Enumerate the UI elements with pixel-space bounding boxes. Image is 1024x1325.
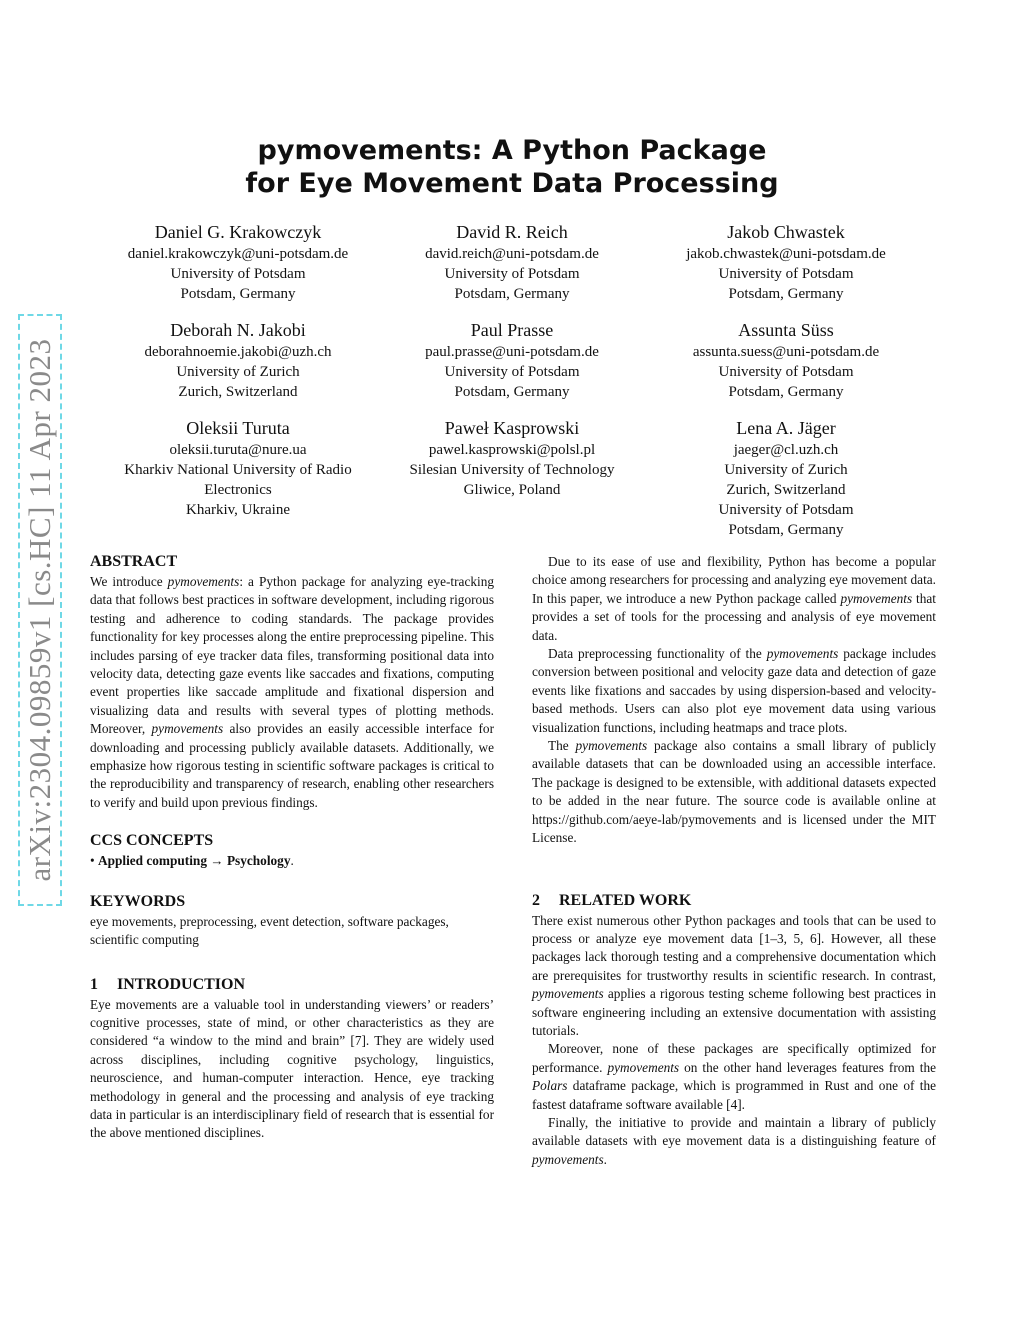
author-affiliation: University of Zurich bbox=[176, 364, 300, 380]
author-name: Jakob Chwastek bbox=[727, 222, 845, 242]
title-line-2: for Eye Movement Data Processing bbox=[245, 168, 779, 199]
author-card bbox=[362, 220, 662, 304]
author-card bbox=[362, 318, 662, 402]
author-email: daniel.krakowczyk@uni-potsdam.de bbox=[127, 246, 349, 262]
author-name: Daniel G. Krakowczyk bbox=[154, 222, 322, 242]
author-affiliation: University of Zurich bbox=[724, 462, 848, 478]
author-affiliation: Kharkiv National University of Radio bbox=[124, 462, 352, 478]
author-location: Potsdam, Germany bbox=[454, 286, 570, 302]
ccs-concepts: • Applied computing → Psychology. bbox=[90, 853, 294, 869]
related-paragraph-2: Moreover, none of these packages are specifically optimized for performance. pymovements on the other hand leverages features from the Polars dataframe package, which is programmed in Rust and one of the fastest dataframe software available [4]. bbox=[532, 1041, 936, 1112]
keywords-heading: KEYWORDS bbox=[90, 892, 186, 910]
author-card bbox=[88, 220, 388, 304]
author-location: Potsdam, Germany bbox=[728, 522, 844, 538]
left-column bbox=[90, 551, 494, 1143]
author-affiliation: University of Potsdam bbox=[170, 266, 306, 282]
abstract-text: We introduce pymovements: a Python package for analyzing eye-tracking data that follows best practices in software development, including rigorous testing and adherence to coding standards. The package provides functionality for key processes along the entire preprocessing pipeline. This includes parsing of eye tracker data files, transforming positional data into velocity data, detecting gaze events like saccades and fixations, computing event properties like saccade amplitude and fixational dispersion and visualizing data and results with several types of plotting methods. Moreover, pymovements also provides an easily accessible interface for downloading and processing publicly available datasets. Additionally, we emphasize how rigorous testing in scientific software packages is critical to the reproducibility and transparency of research, enabling other researchers to verify and build upon previous findings. bbox=[90, 574, 494, 810]
author-card bbox=[636, 220, 936, 304]
author-name: Paweł Kasprowski bbox=[444, 418, 580, 438]
keywords-text: eye movements, preprocessing, event detection, software packages, scientific computing bbox=[90, 913, 449, 948]
abstract-heading: ABSTRACT bbox=[90, 553, 178, 570]
author-email: david.reich@uni-potsdam.de bbox=[425, 246, 599, 262]
intro-paragraph-4: The pymovements package also contains a small library of publicly available datasets that can be downloaded using an accessible interface. The package is designed to be extensible, with additional datasets expected to be added in the near future. The source code is available online at https://github.com/aeye-lab/pymovements and is licensed under the MIT License. bbox=[532, 738, 937, 846]
author-name: Assunta Süss bbox=[738, 320, 834, 340]
author-location: Potsdam, Germany bbox=[180, 286, 296, 302]
title-line-1: pymovements: A Python Package bbox=[257, 135, 767, 166]
author-affiliation: University of Potsdam bbox=[444, 266, 580, 282]
author-email: jakob.chwastek@uni-potsdam.de bbox=[686, 246, 886, 262]
author-card bbox=[362, 416, 662, 500]
author-location: Zurich, Switzerland bbox=[726, 482, 846, 498]
author-card bbox=[88, 416, 388, 520]
author-location: Potsdam, Germany bbox=[454, 384, 570, 400]
section-2-heading: 2 RELATED WORK bbox=[532, 891, 692, 909]
author-name: Lena A. Jäger bbox=[736, 418, 836, 438]
arxiv-identifier: arXiv:2304.09859v1 [cs.HC] 11 Apr 2023 bbox=[22, 338, 57, 882]
author-affiliation: University of Potsdam bbox=[718, 502, 854, 518]
author-location: Potsdam, Germany bbox=[728, 286, 844, 302]
author-name: David R. Reich bbox=[456, 222, 568, 242]
author-affiliation: Silesian University of Technology bbox=[409, 462, 615, 478]
author-location: Kharkiv, Ukraine bbox=[186, 502, 290, 518]
author-card bbox=[636, 416, 936, 540]
ccs-heading: CCS CONCEPTS bbox=[90, 832, 214, 850]
author-affiliation: University of Potsdam bbox=[718, 364, 854, 380]
author-email: paul.prasse@uni-potsdam.de bbox=[425, 344, 599, 360]
author-email: jaeger@cl.uzh.ch bbox=[733, 442, 839, 458]
author-email: assunta.suess@uni-potsdam.de bbox=[692, 344, 880, 360]
intro-paragraph-1: Eye movements are a valuable tool in understanding viewers’ or readers’ cognitive processes, state of mind, or other characteristics as they are considered “a window to the mind and brain” [7]. They are widely used across disciplines, including cognitive psychology, linguistics, neuroscience, and human-computer interaction. Hence, eye tracking methodology in general and the processing and analysis of eye tracking data in particular is an interdisciplinary field of research that is essential for the above mentioned disciplines. bbox=[90, 996, 494, 1141]
related-paragraph-3: Finally, the initiative to provide and maintain a library of publicly available datasets with eye movement data is a distinguishing feature of pymovements. bbox=[532, 1114, 936, 1167]
author-location: Potsdam, Germany bbox=[728, 384, 844, 400]
author-affiliation: University of Potsdam bbox=[444, 364, 580, 380]
intro-paragraph-2: Due to its ease of use and flexibility, Python has become a popular choice among researchers for processing and analyzing eye movement data. In this paper, we introduce a new Python package called pymovements that provides a set of tools for the processing and analysis of eye movement data. bbox=[532, 554, 936, 643]
paper-title bbox=[0, 134, 1024, 200]
related-paragraph-1: There exist numerous other Python packages and tools that can be used to process or analyze eye movement data [1–3, 5, 6]. However, all these packages lack thorough testing and a comprehensive documentation which are prerequisites for trustworthy results in scientific research. In contrast, pymovements applies a rigorous testing scheme following best practices in software engineering including an extensive documentation with assisting tutorials. bbox=[532, 912, 936, 1038]
author-affiliation: University of Potsdam bbox=[718, 266, 854, 282]
author-email: deborahnoemie.jakobi@uzh.ch bbox=[144, 344, 332, 360]
arxiv-stamp bbox=[18, 314, 62, 906]
author-affiliation: Electronics bbox=[204, 482, 272, 498]
author-name: Oleksii Turuta bbox=[186, 418, 290, 438]
right-column bbox=[532, 553, 936, 1169]
author-location: Gliwice, Poland bbox=[463, 482, 561, 498]
intro-paragraph-3: Data preprocessing functionality of the pymovements package includes conversion between positional and velocity gaze data and detection of gaze events like fixations and saccades by using dispersion-based and velocity-based methods. Users can also plot eye movement data using various visualization functions, including heatmaps and trace plots. bbox=[532, 646, 936, 735]
author-email: oleksii.turuta@nure.ua bbox=[169, 442, 307, 458]
author-name: Deborah N. Jakobi bbox=[170, 320, 306, 340]
author-location: Zurich, Switzerland bbox=[178, 384, 298, 400]
author-name: Paul Prasse bbox=[470, 320, 554, 340]
section-1-heading: 1 INTRODUCTION bbox=[90, 975, 246, 993]
author-card bbox=[636, 318, 936, 402]
author-email: pawel.kasprowski@polsl.pl bbox=[428, 442, 596, 458]
author-card bbox=[88, 318, 388, 402]
